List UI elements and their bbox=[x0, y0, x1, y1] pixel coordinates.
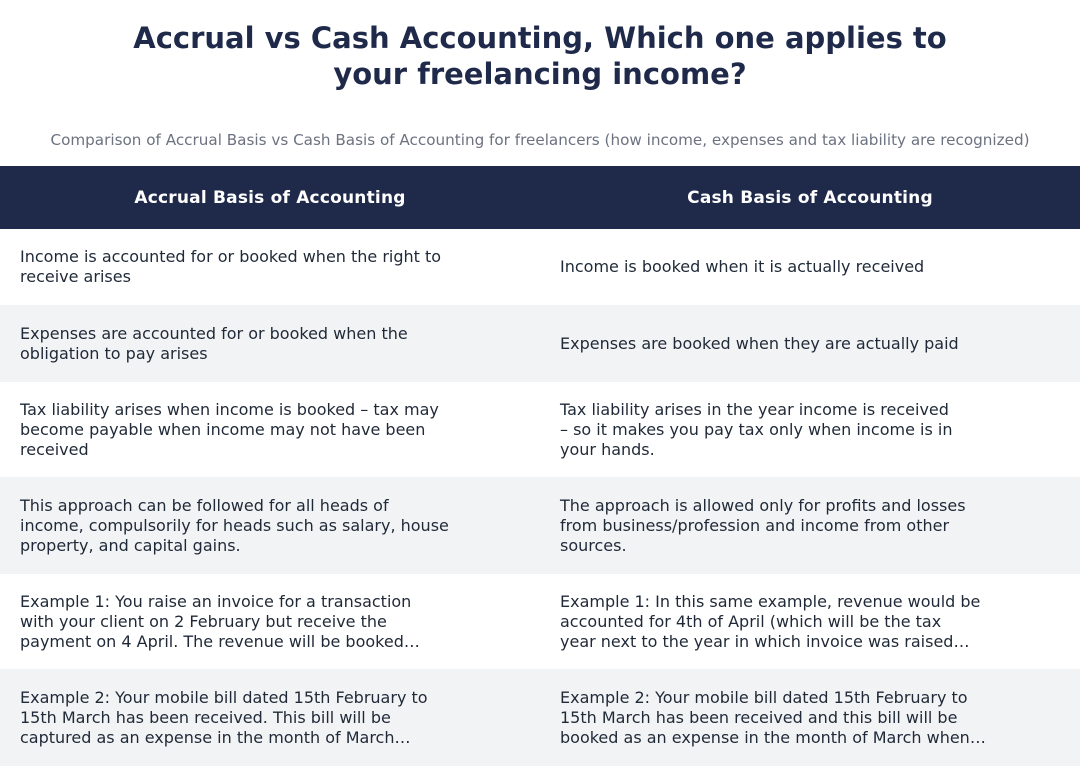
cell-line: This approach can be followed for all heads of bbox=[20, 495, 389, 515]
table-header-row bbox=[0, 166, 1080, 229]
cell-line: captured as an expense in the month of March… bbox=[20, 727, 411, 747]
cell-line: obligation to pay arises bbox=[20, 343, 208, 363]
cell-line: year next to the year in which invoice was raised… bbox=[560, 631, 970, 651]
cell-line: 15th March has been received and this bill will be bbox=[560, 707, 958, 727]
cell-line: income, compulsorily for heads such as salary, house bbox=[20, 515, 449, 535]
cell-line: with your client on 2 February but receive the bbox=[20, 611, 387, 631]
cell-line: receive arises bbox=[20, 267, 131, 286]
cell-line: from business/profession and income from other bbox=[560, 515, 950, 535]
cell-accrual bbox=[0, 592, 540, 652]
page-title-line-2: your freelancing income? bbox=[333, 57, 747, 91]
cell-accrual bbox=[0, 247, 540, 287]
cell-line: accounted for 4th of April (which will be the tax bbox=[560, 611, 942, 631]
cell-accrual bbox=[0, 688, 540, 748]
cell-accrual bbox=[0, 400, 540, 460]
header-accrual-basis: Accrual Basis of Accounting bbox=[134, 187, 406, 208]
cell-line: Tax liability arises when income is booked – tax may bbox=[20, 399, 439, 419]
cell-accrual bbox=[0, 496, 540, 556]
header-cash-basis: Cash Basis of Accounting bbox=[687, 187, 933, 208]
cell-line: Tax liability arises in the year income is received bbox=[560, 399, 949, 419]
table-row bbox=[0, 305, 1080, 382]
comparison-table bbox=[0, 166, 1080, 766]
cell-cash bbox=[540, 688, 1080, 748]
cell-cash bbox=[540, 334, 1080, 354]
page-title-line-1: Accrual vs Cash Accounting, Which one applies to bbox=[133, 21, 947, 55]
cell-line: Income is booked when it is actually received bbox=[560, 257, 925, 276]
cell-line: payment on 4 April. The revenue will be booked… bbox=[20, 631, 420, 651]
table-row bbox=[0, 382, 1080, 477]
cell-line: Income is accounted for or booked when the right to bbox=[20, 247, 442, 266]
cell-line: – so it makes you pay tax only when income is in bbox=[560, 419, 953, 439]
cell-cash bbox=[540, 400, 1080, 460]
cell-line: sources. bbox=[560, 535, 627, 555]
cell-line: Example 1: In this same example, revenue would be bbox=[560, 591, 981, 611]
cell-line: Example 2: Your mobile bill dated 15th February to bbox=[560, 687, 968, 707]
cell-line: booked as an expense in the month of March when… bbox=[560, 727, 986, 747]
cell-line: Example 1: You raise an invoice for a transaction bbox=[20, 591, 412, 611]
cell-accrual bbox=[0, 324, 540, 364]
cell-line: become payable when income may not have been bbox=[20, 419, 426, 439]
page-subtitle: Comparison of Accrual Basis vs Cash Basis of Accounting for freelancers (how income, expenses and tax liability are recognized) bbox=[50, 131, 1030, 149]
cell-line: Expenses are accounted for or booked when the bbox=[20, 323, 408, 343]
cell-line: The approach is allowed only for profits and losses bbox=[560, 495, 966, 515]
table-row bbox=[0, 477, 1080, 574]
cell-cash bbox=[540, 496, 1080, 556]
cell-line: Example 2: Your mobile bill dated 15th February to bbox=[20, 687, 428, 707]
cell-line: your hands. bbox=[560, 439, 655, 459]
page-title bbox=[0, 20, 1080, 92]
cell-line: Expenses are booked when they are actually paid bbox=[560, 333, 959, 353]
cell-line: property, and capital gains. bbox=[20, 535, 241, 555]
cell-line: 15th March has been received. This bill will be bbox=[20, 707, 391, 727]
table-row bbox=[0, 669, 1080, 766]
table-row bbox=[0, 574, 1080, 669]
cell-cash bbox=[540, 257, 1080, 277]
cell-cash bbox=[540, 592, 1080, 652]
cell-line: received bbox=[20, 439, 89, 459]
table-row bbox=[0, 229, 1080, 305]
